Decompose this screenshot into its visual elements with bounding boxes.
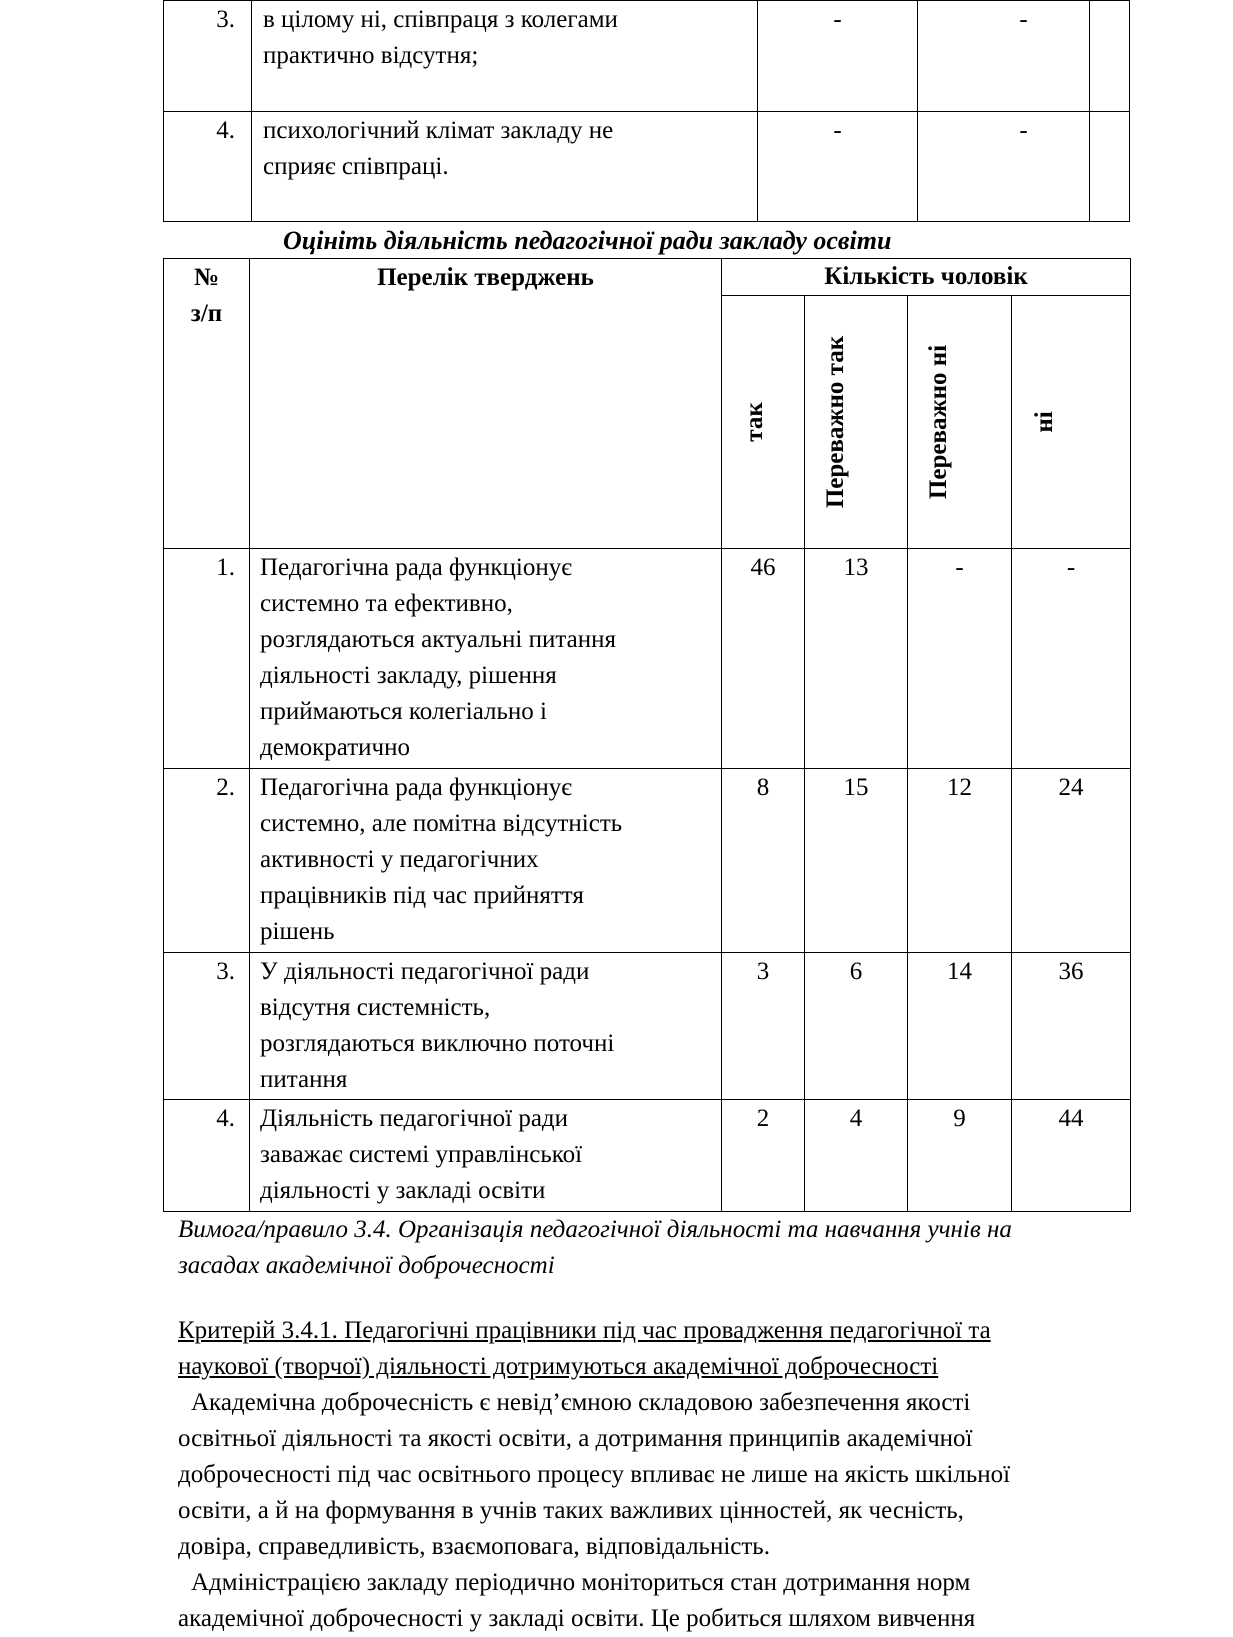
row-value: 3 (756, 958, 770, 985)
row-number: 3. (216, 6, 235, 33)
row-text: Педагогічна рада функціонує системно та ефективно, розглядаються актуальні питання діяльності закладу, рішення приймаються колегіально і демократично (260, 554, 616, 761)
row-value: 36 (1058, 958, 1084, 985)
header-cell-statements (249, 258, 722, 549)
header-statements-label: Перелік тверджень (377, 264, 594, 291)
body-paragraph: Адміністрацією закладу періодично моніториться стан дотримання норм академічної доброчесності у закладі освіти. Це робиться шляхом вивчення (178, 1569, 976, 1632)
row-number: 4. (216, 117, 235, 144)
header-col-label: ні (1031, 411, 1058, 433)
criterion-heading: Критерій 3.4.1. Педагогічні працівники під час провадження педагогічної та наукової (творчої) діяльності дотримуються академічної доброчесності (178, 1317, 991, 1380)
row-value: 15 (843, 774, 869, 801)
row-text: в цілому ні, співпраця з колегами практично відсутня; (263, 6, 618, 69)
header-col-label: Переважно так (822, 335, 849, 509)
requirement-heading: Вимога/правило 3.4. Організація педагогічної діяльності та навчання учнів на засадах академічної доброчесності (178, 1216, 1012, 1279)
row-text: Діяльність педагогічної ради заважає системі управлінської діяльності у закладі освіти (260, 1105, 583, 1204)
row-value: - (833, 6, 842, 33)
row-value: 44 (1058, 1105, 1084, 1132)
row-value: 8 (756, 774, 770, 801)
row-number: 2. (216, 774, 235, 801)
row-value: - (955, 554, 964, 581)
row-value: - (1019, 6, 1028, 33)
row-value: 46 (750, 554, 776, 581)
row-number: 4. (216, 1105, 235, 1132)
row-value: - (1066, 554, 1076, 581)
header-col-label: Переважно ні (925, 344, 952, 500)
table-title: Оцініть діяльність педагогічної ради закладу освіти (283, 226, 892, 255)
row-value: 2 (756, 1105, 770, 1132)
row-value: 14 (947, 958, 972, 985)
header-col-label: так (741, 402, 768, 442)
row-value: 13 (843, 554, 869, 581)
header-col (804, 295, 908, 549)
row-number: 3. (216, 958, 235, 985)
row-value: - (1019, 117, 1028, 144)
row-value: 24 (1058, 774, 1084, 801)
row-value: - (833, 117, 842, 144)
header-col (1011, 295, 1131, 549)
header-col (907, 295, 1012, 549)
row-value: 4 (849, 1105, 863, 1132)
row-value: 6 (849, 958, 863, 985)
header-count-label: Кількість чоловік (824, 263, 1028, 290)
row-value: 12 (947, 774, 972, 801)
body-paragraph: Академічна доброчесність є невід’ємною складовою забезпечення якості освітньої діяльності та якості освіти, а дотримання принципів академічної доброчесності під час освітнього процесу впливає не лише на якість шкільної освіти, а й на формування в учнів таких важливих цінностей, як чесність, довіра, справедливість, взаємоповага, відповідальність. (178, 1389, 1011, 1560)
row-text: Педагогічна рада функціонує системно, але помітна відсутність активності у педагогічних працівників під час прийняття рішень (260, 774, 623, 945)
row-text: У діяльності педагогічної ради відсутня системність, розглядаються виключно поточні питання (260, 958, 615, 1093)
row-value: 9 (953, 1105, 966, 1132)
header-number-label: № з/п (190, 264, 223, 327)
row-text: психологічний клімат закладу не сприяє співпраці. (263, 117, 614, 180)
row-number: 1. (216, 554, 235, 581)
